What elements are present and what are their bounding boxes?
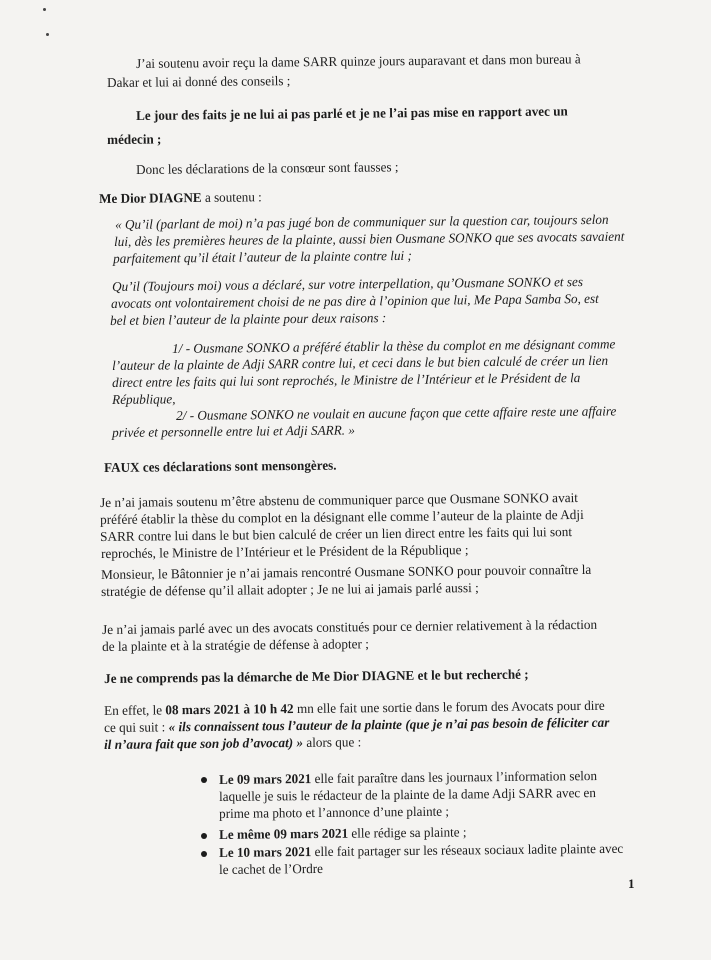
list-item-line: laquelle je suis le rédacteur de la plainte de la dame Adji SARR avec en bbox=[219, 785, 596, 804]
date: Le 09 mars 2021 bbox=[219, 771, 312, 787]
quote-line: République, bbox=[112, 391, 176, 407]
quote-line: bel et bien l’auteur de la plainte pour deux raisons : bbox=[110, 310, 387, 328]
name: Me Dior DIAGNE bbox=[99, 189, 202, 206]
line: de la plainte et à la stratégie de défense à adopter ; bbox=[102, 636, 370, 654]
bullet-dot bbox=[201, 777, 207, 783]
bullet-dot bbox=[201, 851, 207, 857]
quote-line: 2/ - Ousmane SONKO ne voulait en aucune façon que cette affaire reste une affaire bbox=[176, 403, 617, 423]
list-item-line bbox=[219, 840, 623, 861]
line: J’ai soutenu avoir reçu la dame SARR quinze jours auparavant et dans mon bureau à bbox=[136, 51, 581, 71]
heading-line: Je ne comprends pas la démarche de Me Dior DIAGNE et le but recherché ; bbox=[104, 666, 529, 686]
line: reprochés, le Ministre de l’Intérieur et le Président de la République ; bbox=[101, 542, 469, 561]
line: SARR contre lui dans le but bien calculé de créer un lien direct entre les faits qui lui sont bbox=[100, 524, 573, 544]
quote-line: direct entre les faits qui lui sont reprochés, le Ministre de l’Intérieur et le Président de la bbox=[112, 370, 581, 390]
quote-line: avocats ont volontairement choisi de ne pas dire à l’opinion que lui, Me Papa Samba So, est bbox=[111, 290, 599, 311]
quote-line: « Qu’il (parlant de moi) n’a pas jugé bon de communiquer sur la question car, toujours selon bbox=[115, 211, 609, 232]
quote-line: 1/ - Ousmane SONKO a préféré établir la thèse du complot en me désignant comme bbox=[172, 336, 616, 356]
date: Le 10 mars 2021 bbox=[219, 844, 312, 860]
list-item-line: le cachet de l’Ordre bbox=[219, 860, 323, 877]
date: 08 mars 2021 à 10 h 42 bbox=[165, 701, 294, 718]
line: médecin ; bbox=[107, 131, 162, 147]
line: Monsieur, le Bâtonnier je n’ai jamais rencontré Ousmane SONKO pour pouvoir connaître la bbox=[101, 561, 592, 582]
quote: « ils connaissent tous l’auteur de la plainte (que je n’ai pas besoin de féliciter car bbox=[168, 714, 610, 735]
date: Le même 09 mars 2021 bbox=[219, 825, 349, 842]
page-number: 1 bbox=[628, 876, 635, 891]
text: elle rédige sa plainte ; bbox=[348, 824, 467, 841]
line: Donc les déclarations de la consœur sont fausses ; bbox=[136, 159, 399, 177]
scan-speck bbox=[43, 8, 46, 11]
line bbox=[104, 733, 361, 753]
text: alors que : bbox=[302, 734, 362, 750]
quote-line: Qu’il (Toujours moi) vous a déclaré, sur votre interpellation, qu’Ousmane SONKO et ses bbox=[112, 274, 584, 294]
quote: il n’aura fait que son job d’avocat) » bbox=[104, 734, 304, 752]
text: a soutenu : bbox=[201, 189, 262, 205]
line: Dakar et lui ai donné des conseils ; bbox=[107, 73, 291, 90]
line: Le jour des faits je ne lui ai pas parlé et je ne l’ai pas mise en rapport avec un bbox=[136, 103, 568, 123]
heading-line bbox=[99, 188, 262, 207]
line: préféré établir la thèse du complot en la désignant elle comme l’auteur de la plainte de Adji bbox=[100, 506, 584, 527]
quote-line: lui, dès les premières heures de la plainte, aussi bien Ousmane SONKO que ses avocats savaient bbox=[114, 228, 625, 249]
text: En effet, le bbox=[104, 702, 166, 718]
text: elle fait partager sur les réseaux sociaux ladite plainte avec bbox=[311, 840, 624, 860]
quote-line: parfaitement qu’il était l’auteur de la plainte contre lui ; bbox=[113, 247, 412, 266]
list-item-line: prime ma photo et l’annonce d’une plainte ; bbox=[219, 803, 450, 821]
quote-line: l’auteur de la plainte de Adji SARR contre lui, et ceci dans le but bien calculé de créer un lien bbox=[112, 352, 609, 373]
heading-line: FAUX ces déclarations sont mensongères. bbox=[104, 457, 337, 475]
scan-speck bbox=[46, 33, 49, 36]
text: ce qui suit : bbox=[104, 719, 169, 735]
quote-line: privée et personnelle entre lui et Adji SARR. » bbox=[112, 422, 356, 440]
text: mn elle fait une sortie dans le forum des Avocats pour dire bbox=[293, 697, 605, 717]
line: Je n’ai jamais soutenu m’être abstenu de communiquer parce que Ousmane SONKO avait bbox=[100, 489, 578, 510]
bullet-dot bbox=[201, 833, 207, 839]
list-item-line bbox=[219, 823, 467, 843]
line: stratégie de défense qu’il allait adopter ; Je ne lui ai jamais parlé aussi ; bbox=[101, 580, 479, 599]
text: elle fait paraître dans les journaux l’information selon bbox=[311, 768, 598, 787]
line: Je n’ai jamais parlé avec un des avocats constitués pour ce dernier relativement à la rédaction bbox=[102, 616, 598, 637]
